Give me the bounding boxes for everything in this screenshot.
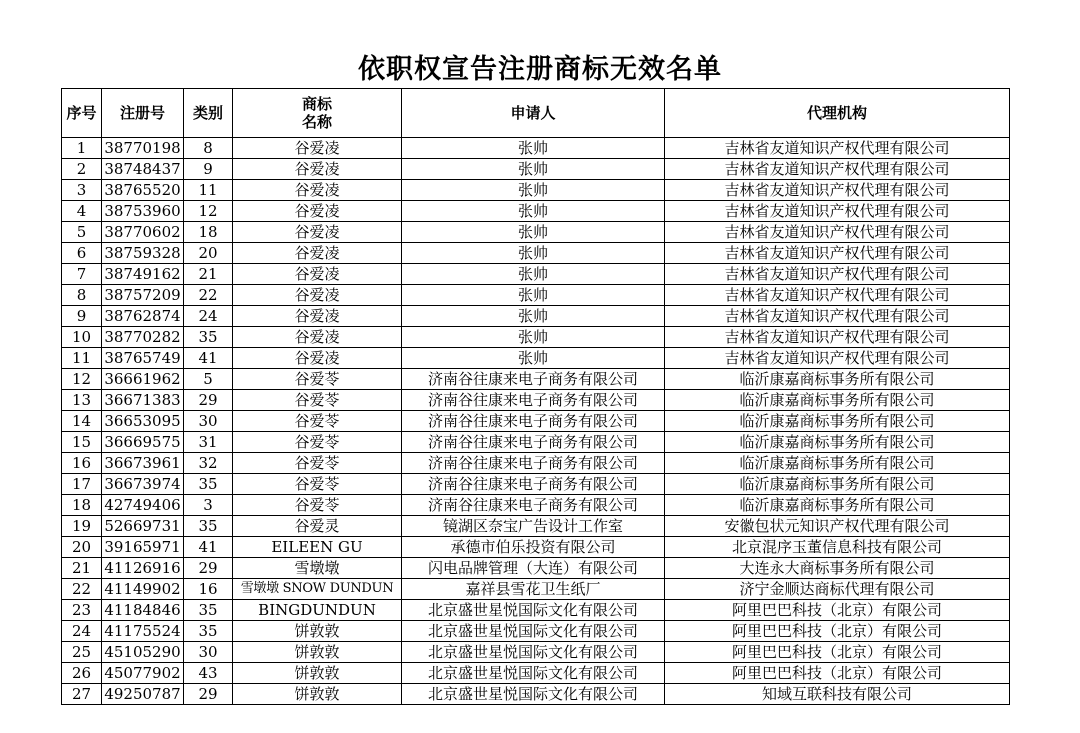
header-mark — [233, 89, 402, 138]
cell-class: 3 — [184, 495, 233, 516]
cell-agency: 临沂康嘉商标事务所有限公司 — [665, 390, 1010, 411]
cell-reg-no: 38749162 — [102, 264, 184, 285]
cell-reg-no: 45105290 — [102, 642, 184, 663]
cell-reg-no: 41149902 — [102, 579, 184, 600]
cell-applicant: 北京盛世星悦国际文化有限公司 — [402, 684, 665, 705]
cell-applicant: 张帅 — [402, 285, 665, 306]
cell-class: 24 — [184, 306, 233, 327]
cell-class: 32 — [184, 453, 233, 474]
cell-class: 29 — [184, 684, 233, 705]
cell-reg-no: 36669575 — [102, 432, 184, 453]
cell-seq: 24 — [62, 621, 102, 642]
cell-seq: 14 — [62, 411, 102, 432]
cell-applicant: 承德市伯乐投资有限公司 — [402, 537, 665, 558]
cell-agency: 知域互联科技有限公司 — [665, 684, 1010, 705]
cell-agency: 阿里巴巴科技（北京）有限公司 — [665, 663, 1010, 684]
cell-agency: 吉林省友道知识产权代理有限公司 — [665, 201, 1010, 222]
cell-mark: 谷爱灵 — [233, 516, 402, 537]
cell-seq: 11 — [62, 348, 102, 369]
header-seq: 序号 — [62, 89, 102, 138]
table-row — [62, 642, 1010, 663]
cell-mark: 谷爱凌 — [233, 180, 402, 201]
cell-applicant: 济南谷往康来电子商务有限公司 — [402, 390, 665, 411]
cell-seq: 12 — [62, 369, 102, 390]
cell-class: 29 — [184, 390, 233, 411]
header-reg-no: 注册号 — [102, 89, 184, 138]
cell-class: 31 — [184, 432, 233, 453]
cell-applicant: 张帅 — [402, 222, 665, 243]
cell-seq: 13 — [62, 390, 102, 411]
cell-seq: 9 — [62, 306, 102, 327]
cell-class: 35 — [184, 474, 233, 495]
cell-class: 35 — [184, 600, 233, 621]
cell-reg-no: 36661962 — [102, 369, 184, 390]
cell-mark: EILEEN GU — [233, 537, 402, 558]
cell-seq: 18 — [62, 495, 102, 516]
cell-applicant: 张帅 — [402, 138, 665, 159]
cell-agency: 阿里巴巴科技（北京）有限公司 — [665, 621, 1010, 642]
cell-mark: 谷爱苓 — [233, 474, 402, 495]
cell-applicant: 济南谷往康来电子商务有限公司 — [402, 474, 665, 495]
cell-agency: 临沂康嘉商标事务所有限公司 — [665, 495, 1010, 516]
table-row — [62, 159, 1010, 180]
cell-class: 9 — [184, 159, 233, 180]
cell-agency: 临沂康嘉商标事务所有限公司 — [665, 432, 1010, 453]
cell-class: 29 — [184, 558, 233, 579]
cell-reg-no: 38770198 — [102, 138, 184, 159]
cell-class: 22 — [184, 285, 233, 306]
cell-applicant: 闪电品牌管理（大连）有限公司 — [402, 558, 665, 579]
header-applicant: 申请人 — [402, 89, 665, 138]
cell-class: 30 — [184, 411, 233, 432]
cell-reg-no: 41126916 — [102, 558, 184, 579]
cell-applicant: 济南谷往康来电子商务有限公司 — [402, 495, 665, 516]
cell-seq: 8 — [62, 285, 102, 306]
cell-seq: 3 — [62, 180, 102, 201]
page-title: 依职权宣告注册商标无效名单 — [358, 54, 722, 85]
table-row — [62, 537, 1010, 558]
cell-mark: 饼敦敦 — [233, 663, 402, 684]
table-row — [62, 621, 1010, 642]
cell-mark: 饼敦敦 — [233, 684, 402, 705]
cell-seq: 15 — [62, 432, 102, 453]
cell-reg-no: 36653095 — [102, 411, 184, 432]
cell-mark: 谷爱凌 — [233, 327, 402, 348]
table-row — [62, 138, 1010, 159]
table-row — [62, 369, 1010, 390]
cell-mark: 谷爱凌 — [233, 243, 402, 264]
cell-applicant: 张帅 — [402, 180, 665, 201]
cell-seq: 6 — [62, 243, 102, 264]
cell-applicant: 济南谷往康来电子商务有限公司 — [402, 369, 665, 390]
cell-reg-no: 52669731 — [102, 516, 184, 537]
table-row — [62, 243, 1010, 264]
cell-reg-no: 41175524 — [102, 621, 184, 642]
cell-class: 20 — [184, 243, 233, 264]
cell-agency: 吉林省友道知识产权代理有限公司 — [665, 243, 1010, 264]
cell-agency: 吉林省友道知识产权代理有限公司 — [665, 285, 1010, 306]
cell-mark: 雪墩墩 SNOW DUNDUN — [233, 579, 402, 600]
cell-reg-no: 38765520 — [102, 180, 184, 201]
cell-applicant: 北京盛世星悦国际文化有限公司 — [402, 663, 665, 684]
table-row — [62, 285, 1010, 306]
cell-seq: 5 — [62, 222, 102, 243]
cell-mark: 谷爱凌 — [233, 222, 402, 243]
cell-class: 35 — [184, 516, 233, 537]
cell-reg-no: 38748437 — [102, 159, 184, 180]
cell-reg-no: 38770282 — [102, 327, 184, 348]
cell-reg-no: 41184846 — [102, 600, 184, 621]
cell-applicant: 张帅 — [402, 306, 665, 327]
cell-agency: 临沂康嘉商标事务所有限公司 — [665, 411, 1010, 432]
header-class: 类别 — [184, 89, 233, 138]
cell-seq: 27 — [62, 684, 102, 705]
cell-applicant: 北京盛世星悦国际文化有限公司 — [402, 642, 665, 663]
cell-mark: 雪墩墩 — [233, 558, 402, 579]
cell-class: 18 — [184, 222, 233, 243]
cell-mark: 谷爱凌 — [233, 348, 402, 369]
cell-seq: 16 — [62, 453, 102, 474]
cell-seq: 22 — [62, 579, 102, 600]
cell-applicant: 嘉祥县雪花卫生纸厂 — [402, 579, 665, 600]
cell-applicant: 张帅 — [402, 264, 665, 285]
cell-class: 35 — [184, 621, 233, 642]
table-row — [62, 201, 1010, 222]
cell-reg-no: 38770602 — [102, 222, 184, 243]
cell-reg-no: 38765749 — [102, 348, 184, 369]
cell-agency: 吉林省友道知识产权代理有限公司 — [665, 306, 1010, 327]
cell-agency: 临沂康嘉商标事务所有限公司 — [665, 474, 1010, 495]
cell-reg-no: 38762874 — [102, 306, 184, 327]
cell-class: 16 — [184, 579, 233, 600]
header-row — [62, 89, 1010, 138]
cell-reg-no: 42749406 — [102, 495, 184, 516]
cell-mark: 谷爱苓 — [233, 495, 402, 516]
table-row — [62, 390, 1010, 411]
cell-seq: 1 — [62, 138, 102, 159]
cell-agency: 北京混序玉董信息科技有限公司 — [665, 537, 1010, 558]
cell-seq: 7 — [62, 264, 102, 285]
cell-reg-no: 38757209 — [102, 285, 184, 306]
header-mark-line2: 名称 — [301, 113, 332, 131]
cell-agency: 吉林省友道知识产权代理有限公司 — [665, 348, 1010, 369]
cell-mark: 谷爱苓 — [233, 411, 402, 432]
cell-mark: 谷爱苓 — [233, 369, 402, 390]
table-row — [62, 411, 1010, 432]
cell-seq: 23 — [62, 600, 102, 621]
cell-seq: 10 — [62, 327, 102, 348]
cell-applicant: 张帅 — [402, 327, 665, 348]
cell-applicant: 张帅 — [402, 159, 665, 180]
cell-applicant: 济南谷往康来电子商务有限公司 — [402, 411, 665, 432]
table-row — [62, 579, 1010, 600]
cell-agency: 吉林省友道知识产权代理有限公司 — [665, 327, 1010, 348]
table-row — [62, 327, 1010, 348]
cell-agency: 吉林省友道知识产权代理有限公司 — [665, 222, 1010, 243]
cell-agency: 吉林省友道知识产权代理有限公司 — [665, 264, 1010, 285]
cell-agency: 阿里巴巴科技（北京）有限公司 — [665, 600, 1010, 621]
cell-seq: 25 — [62, 642, 102, 663]
cell-agency: 济宁金顺达商标代理有限公司 — [665, 579, 1010, 600]
header-agency: 代理机构 — [665, 89, 1010, 138]
cell-mark: 谷爱苓 — [233, 390, 402, 411]
table-row — [62, 558, 1010, 579]
table-row — [62, 516, 1010, 537]
cell-class: 35 — [184, 327, 233, 348]
cell-class: 41 — [184, 537, 233, 558]
table-row — [62, 432, 1010, 453]
cell-class: 12 — [184, 201, 233, 222]
cell-seq: 2 — [62, 159, 102, 180]
cell-seq: 17 — [62, 474, 102, 495]
cell-agency: 吉林省友道知识产权代理有限公司 — [665, 138, 1010, 159]
table-row — [62, 306, 1010, 327]
cell-mark: 谷爱苓 — [233, 432, 402, 453]
cell-seq: 20 — [62, 537, 102, 558]
cell-class: 11 — [184, 180, 233, 201]
cell-class: 43 — [184, 663, 233, 684]
cell-reg-no: 38753960 — [102, 201, 184, 222]
cell-mark: 饼敦敦 — [233, 621, 402, 642]
cell-reg-no: 36671383 — [102, 390, 184, 411]
cell-mark: 谷爱凌 — [233, 201, 402, 222]
cell-mark: 饼敦敦 — [233, 642, 402, 663]
cell-mark: 谷爱苓 — [233, 453, 402, 474]
table-row — [62, 348, 1010, 369]
cell-agency: 临沂康嘉商标事务所有限公司 — [665, 369, 1010, 390]
cell-applicant: 北京盛世星悦国际文化有限公司 — [402, 621, 665, 642]
cell-agency: 安徽包状元知识产权代理有限公司 — [665, 516, 1010, 537]
cell-reg-no: 39165971 — [102, 537, 184, 558]
cell-reg-no: 45077902 — [102, 663, 184, 684]
cell-mark: BINGDUNDUN — [233, 600, 402, 621]
table-row — [62, 684, 1010, 705]
table-row — [62, 222, 1010, 243]
table-row — [62, 600, 1010, 621]
cell-mark: 谷爱凌 — [233, 159, 402, 180]
cell-applicant: 北京盛世星悦国际文化有限公司 — [402, 600, 665, 621]
cell-seq: 19 — [62, 516, 102, 537]
cell-applicant: 张帅 — [402, 201, 665, 222]
cell-applicant: 济南谷往康来电子商务有限公司 — [402, 453, 665, 474]
cell-seq: 26 — [62, 663, 102, 684]
cell-agency: 临沂康嘉商标事务所有限公司 — [665, 453, 1010, 474]
table-row — [62, 495, 1010, 516]
cell-mark: 谷爱凌 — [233, 138, 402, 159]
cell-applicant: 张帅 — [402, 243, 665, 264]
cell-mark: 谷爱凌 — [233, 306, 402, 327]
cell-mark: 谷爱凌 — [233, 264, 402, 285]
header-mark-line1: 商标 — [301, 95, 332, 113]
table-row — [62, 474, 1010, 495]
cell-agency: 吉林省友道知识产权代理有限公司 — [665, 159, 1010, 180]
cell-reg-no: 36673961 — [102, 453, 184, 474]
cell-class: 21 — [184, 264, 233, 285]
trademark-table — [61, 88, 1010, 705]
cell-class: 41 — [184, 348, 233, 369]
table-row — [62, 180, 1010, 201]
cell-reg-no: 36673974 — [102, 474, 184, 495]
cell-reg-no: 38759328 — [102, 243, 184, 264]
cell-applicant: 济南谷往康来电子商务有限公司 — [402, 432, 665, 453]
table-row — [62, 453, 1010, 474]
cell-agency: 吉林省友道知识产权代理有限公司 — [665, 180, 1010, 201]
cell-agency: 阿里巴巴科技（北京）有限公司 — [665, 642, 1010, 663]
cell-class: 30 — [184, 642, 233, 663]
cell-applicant: 镜湖区奈宝广告设计工作室 — [402, 516, 665, 537]
cell-seq: 21 — [62, 558, 102, 579]
cell-class: 8 — [184, 138, 233, 159]
cell-applicant: 张帅 — [402, 348, 665, 369]
cell-class: 5 — [184, 369, 233, 390]
cell-seq: 4 — [62, 201, 102, 222]
table-body — [62, 138, 1010, 705]
cell-mark: 谷爱凌 — [233, 285, 402, 306]
cell-agency: 大连永大商标事务所有限公司 — [665, 558, 1010, 579]
table-row — [62, 663, 1010, 684]
cell-reg-no: 49250787 — [102, 684, 184, 705]
table-row — [62, 264, 1010, 285]
